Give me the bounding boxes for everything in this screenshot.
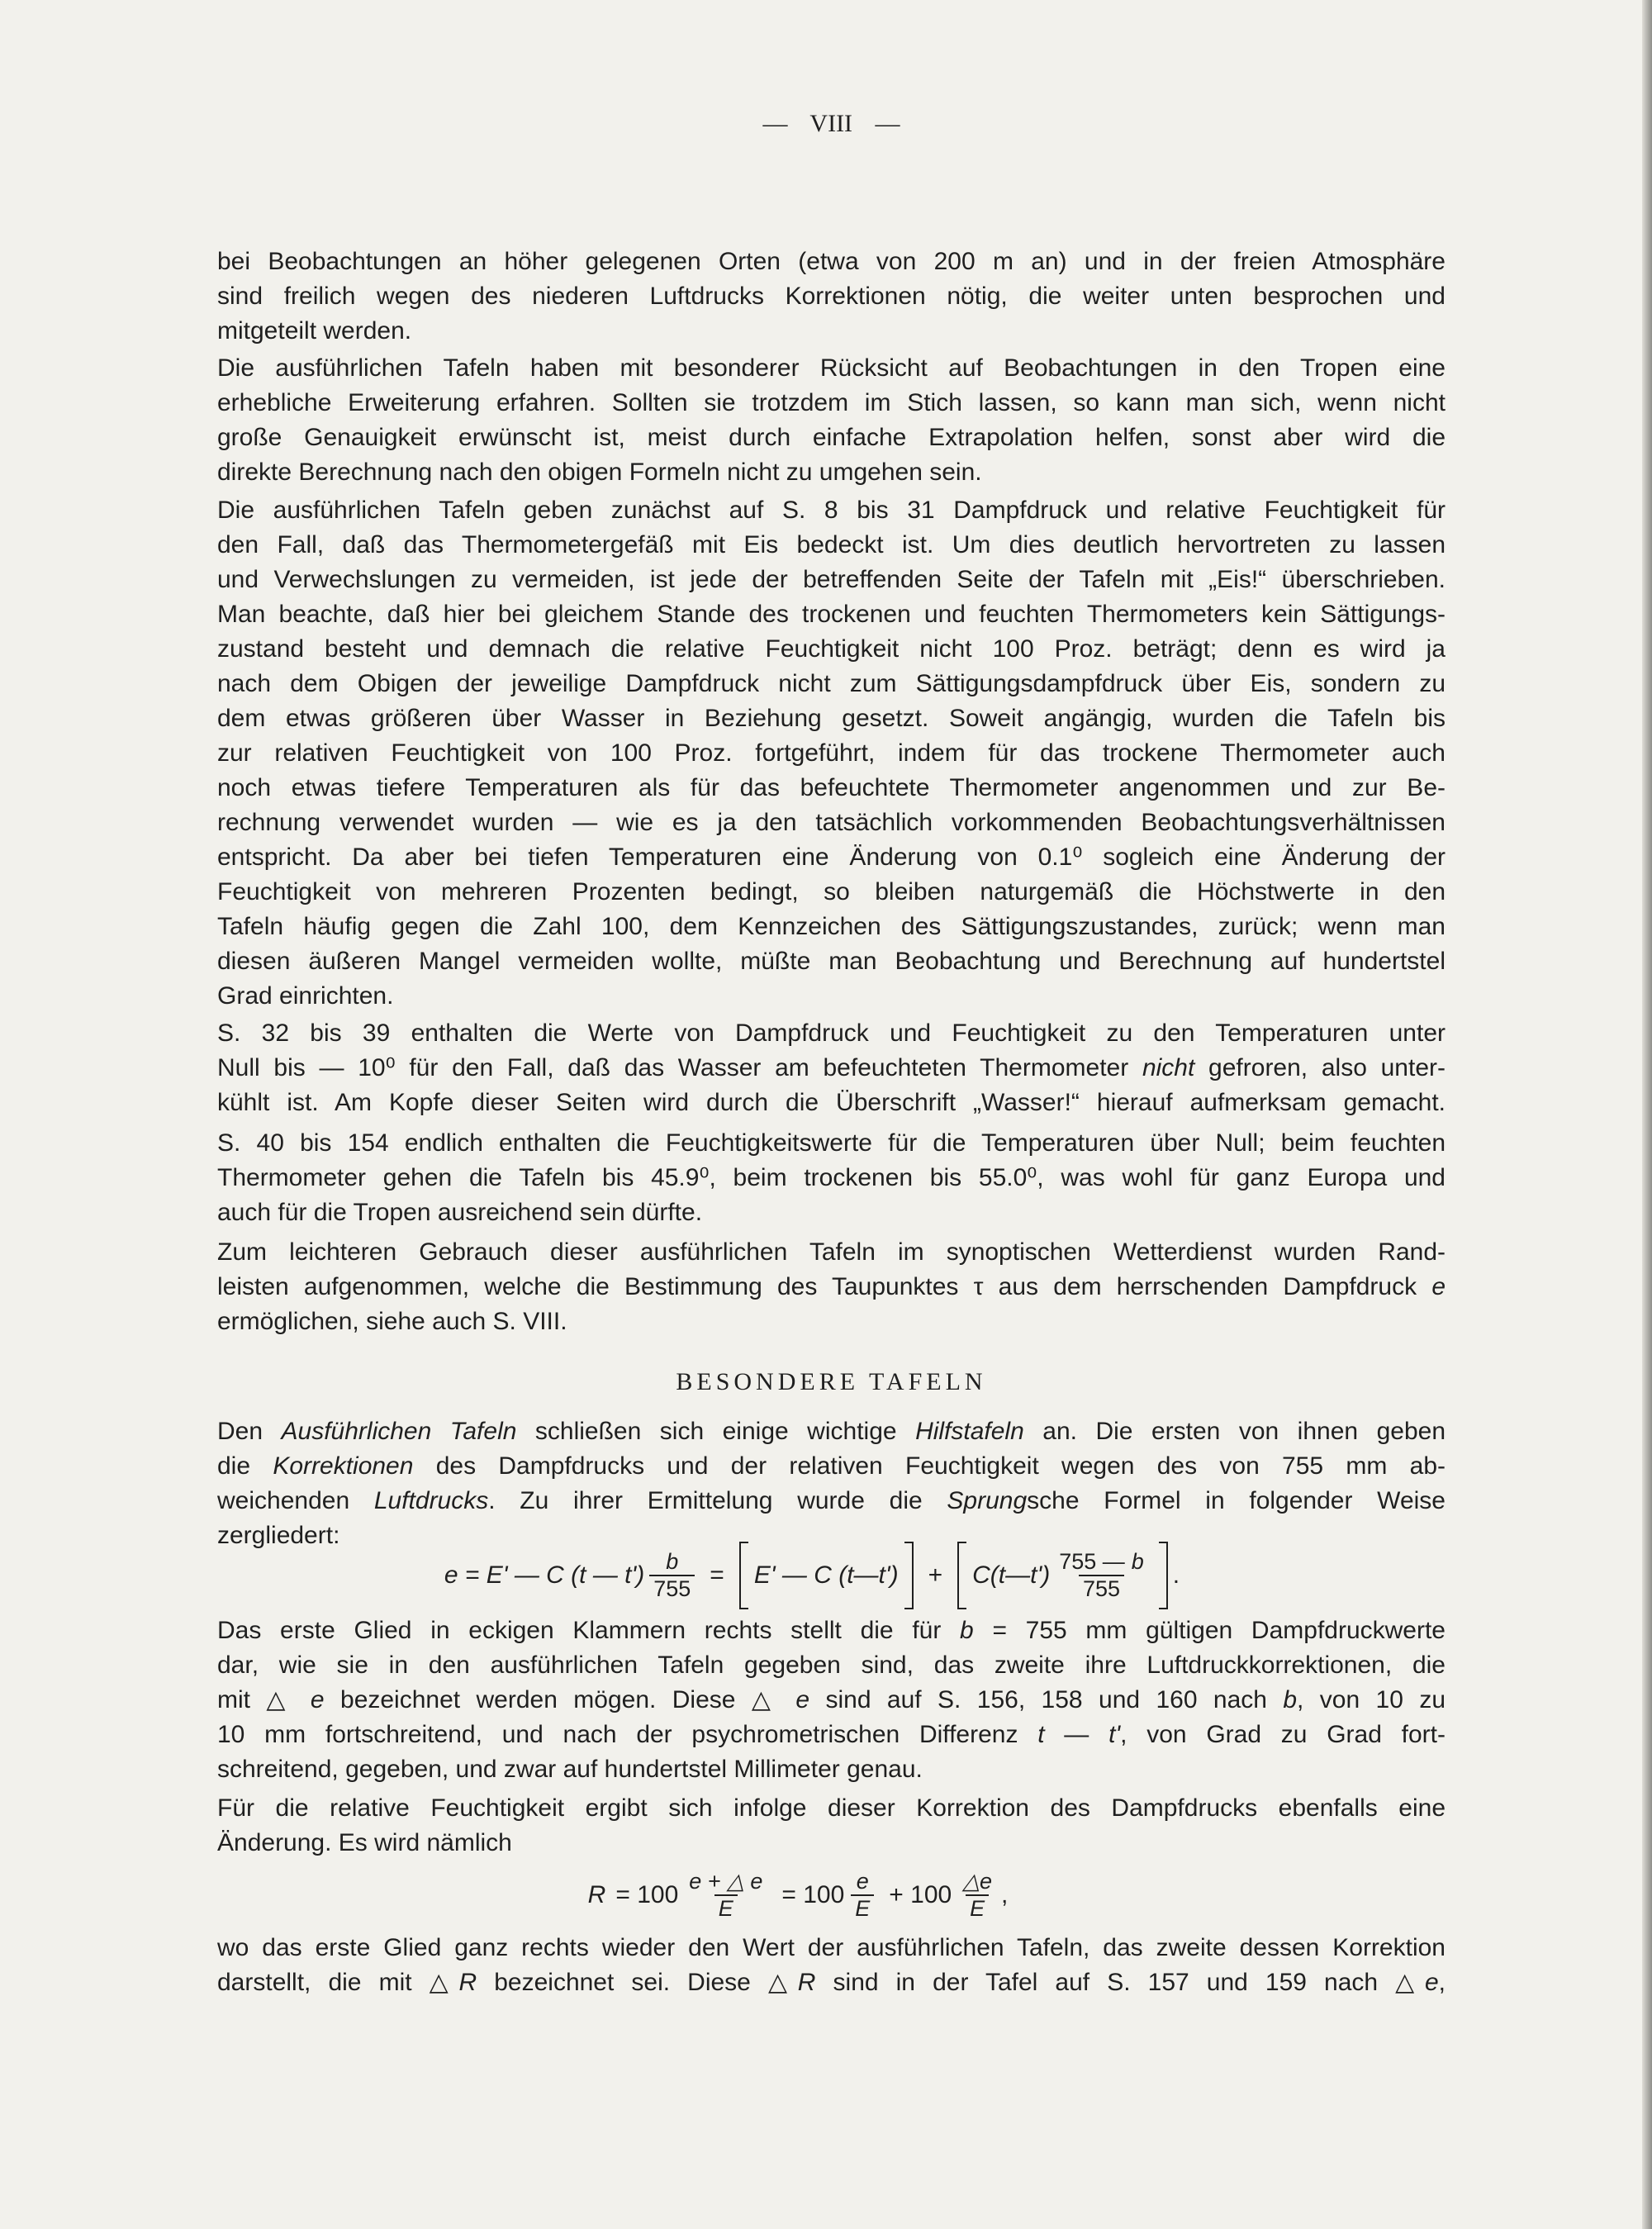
text-segment: mit △	[217, 1686, 311, 1713]
text-line: mitgeteilt werden.	[217, 317, 412, 345]
fraction-numerator	[1055, 1549, 1148, 1575]
text-line	[217, 1414, 1446, 1449]
text-line: noch etwas tiefere Temperaturen als für das befeuchtete Thermometer angenommen und zur Be-	[217, 774, 1446, 801]
fraction	[958, 1869, 996, 1922]
text-line: dar, wie sie in den ausführlichen Tafeln gegeben sind, das zweite ihre Luftdruckkorrektionen, die	[217, 1652, 1446, 1679]
italic-term: Hilfstafeln	[915, 1418, 1024, 1445]
paragraph	[217, 351, 1446, 490]
text-line: zustand besteht und demnach die relative Feuchtigkeit nicht 100 Proz. beträgt; denn es wird ja	[217, 635, 1446, 663]
text-line: rechnung verwendet wurden — wie es ja den tatsächlich vorkommenden Beobachtungsverhältnissen	[217, 809, 1446, 836]
text-line: dem etwas größeren über Wasser in Beziehung gesetzt. Soweit angängig, wurden die Tafeln bis	[217, 705, 1446, 732]
text-segment: , von Grad zu Grad fort-	[1120, 1721, 1446, 1748]
italic-term: nicht	[1142, 1054, 1195, 1081]
text-segment: bezeichnet werden mögen. Diese △	[324, 1686, 796, 1713]
fraction	[851, 1869, 874, 1922]
formula-term: E' — C (t—t')	[753, 1561, 899, 1589]
equals-term: = 100	[781, 1881, 845, 1908]
formula-sprung-decomposition	[217, 1538, 1407, 1613]
paragraph	[217, 1414, 1446, 1553]
text-segment: Den	[217, 1418, 282, 1445]
paragraph	[217, 493, 1446, 1014]
fraction-denominator: E	[966, 1894, 989, 1922]
text-line: Zum leichteren Gebrauch dieser ausführlichen Tafeln im synoptischen Wetterdienst wurden Rand-	[217, 1238, 1446, 1266]
text-line: Die ausführlichen Tafeln geben zunächst auf S. 8 bis 31 Dampfdruck und relative Feuchtigkeit für	[217, 497, 1446, 524]
fraction-denominator: 755	[649, 1575, 695, 1602]
text-segment: , von 10 zu	[1297, 1686, 1446, 1713]
text-line: schreitend, gegeben, und zwar auf hundertstel Millimeter genau.	[217, 1756, 923, 1783]
text-segment: an. Die ersten von ihnen geben	[1023, 1418, 1446, 1445]
paragraph	[217, 1235, 1446, 1339]
italic-term: e	[310, 1686, 325, 1713]
text-line	[217, 1051, 1446, 1086]
text-line: Grad einrichten.	[217, 982, 394, 1010]
text-segment: sche Formel in folgender Weise	[1027, 1487, 1446, 1514]
text-line: große Genauigkeit erwünscht ist, meist durch einfache Extrapolation helfen, sonst aber wird die	[217, 424, 1446, 451]
text-segment: —	[1044, 1721, 1109, 1748]
text-line: auch für die Tropen ausreichend sein dürfte.	[217, 1199, 703, 1226]
text-line: diesen äußeren Mangel vermeiden wollte, müßte man Beobachtung und Berechnung auf hundertstel	[217, 948, 1446, 975]
paragraph	[217, 1126, 1446, 1230]
text-line: zergliedert:	[217, 1522, 340, 1549]
fraction	[649, 1549, 695, 1602]
square-bracket-group	[957, 1542, 1168, 1609]
italic-term: Korrektionen	[273, 1452, 414, 1480]
text-segment: = 755 mm gültigen Dampfdruckwerte	[973, 1617, 1446, 1644]
italic-term: R	[797, 1969, 816, 1996]
equals-term: = 100	[615, 1881, 679, 1908]
italic-term: Sprung	[947, 1487, 1028, 1514]
text-segment: weichenden	[217, 1487, 374, 1514]
fraction	[1055, 1549, 1148, 1602]
text-segment: gefroren, also unter-	[1194, 1054, 1446, 1081]
text-segment: bezeichnet sei. Diese △	[477, 1969, 798, 1996]
text-segment: ,	[1438, 1969, 1446, 1996]
text-segment: Null bis — 10⁰ für den Fall, daß das Wasser am befeuchteten Thermometer	[217, 1054, 1142, 1081]
text-line: erhebliche Erweiterung erfahren. Sollten sie trotzdem im Stich lassen, so kann man sich, wenn nicht	[217, 389, 1446, 416]
text-line: ermöglichen, siehe auch S. VIII.	[217, 1308, 567, 1335]
fraction-denominator: E	[851, 1894, 874, 1922]
text-line: sind freilich wegen des niederen Luftdrucks Korrektionen nötig, die weiter unten besprochen und	[217, 283, 1446, 310]
text-line: Thermometer gehen die Tafeln bis 45.9⁰, beim trockenen bis 55.0⁰, was wohl für ganz Europa und	[217, 1164, 1446, 1191]
equals-sign: =	[710, 1561, 724, 1589]
text-segment: . Zu ihrer Ermittelung wurde die	[488, 1487, 947, 1514]
formula-term: e = E' — C (t — t')	[444, 1561, 645, 1589]
text-segment: des Dampfdrucks und der relativen Feuchtigkeit wegen des von 755 mm ab-	[413, 1452, 1446, 1480]
square-bracket-group	[739, 1542, 914, 1609]
paragraph	[217, 1016, 1446, 1120]
formula-period: .	[1172, 1561, 1180, 1589]
italic-term: e	[795, 1686, 810, 1713]
text-line: wo das erste Glied ganz rechts wieder den Wert der ausführlichen Tafeln, das zweite dessen Korrektion	[217, 1934, 1446, 1961]
paragraph	[217, 1791, 1446, 1861]
text-segment: Das erste Glied in eckigen Klammern rechts stellt die für	[217, 1617, 961, 1644]
italic-term: R	[458, 1969, 477, 1996]
plus-sign: +	[928, 1561, 943, 1589]
italic-term: t	[1037, 1721, 1045, 1748]
page-number: — VIII —	[762, 110, 900, 137]
text-line: nach dem Obigen der jeweilige Dampfdruck nicht zum Sättigungsdampfdruck über Eis, sondern zu	[217, 670, 1446, 697]
fraction-numerator: e	[856, 1869, 869, 1894]
numerator-part: 755 —	[1059, 1549, 1125, 1574]
text-line: S. 40 bis 154 endlich enthalten die Feuchtigkeitswerte für die Temperaturen über Null; beim feuchten	[217, 1129, 1446, 1157]
italic-term: t'	[1108, 1721, 1121, 1748]
text-line: Man beachte, daß hier bei gleichem Stande des trockenen und feuchten Thermometers kein Sättigungs-	[217, 601, 1446, 628]
italic-term: Luftdrucks	[373, 1487, 489, 1514]
fraction-numerator: △e	[962, 1869, 992, 1894]
formula-term: C(t—t')	[972, 1561, 1051, 1589]
text-line: entspricht. Da aber bei tiefen Temperaturen eine Änderung von 0.1⁰ sogleich eine Änderung der	[217, 844, 1446, 871]
fraction-numerator: e + △ e	[689, 1869, 763, 1894]
italic-term: b	[1283, 1686, 1298, 1713]
paragraph	[217, 245, 1446, 349]
text-line	[217, 1718, 1446, 1752]
section-heading: BESONDERE TAFELN	[676, 1368, 987, 1395]
numerator-variable: b	[1131, 1549, 1144, 1574]
text-line: S. 32 bis 39 enthalten die Werte von Dampfdruck und Feuchtigkeit zu den Temperaturen unter	[217, 1019, 1446, 1047]
fraction-numerator: b	[666, 1549, 679, 1574]
text-line: und Verwechslungen zu vermeiden, ist jede der betreffenden Seite der Tafeln mit „Eis!“ überschrieben.	[217, 566, 1446, 593]
formula-comma: ,	[1000, 1881, 1009, 1908]
text-line: Für die relative Feuchtigkeit ergibt sich infolge dieser Korrektion des Dampfdrucks ebenfalls eine	[217, 1794, 1446, 1822]
text-line	[217, 1270, 1446, 1305]
text-line: kühlt ist. Am Kopfe dieser Seiten wird durch die Überschrift „Wasser!“ hierauf aufmerksam gemacht.	[217, 1089, 1446, 1116]
text-line	[217, 1965, 1446, 2000]
text-segment: leisten aufgenommen, welche die Bestimmung des Taupunktes τ aus dem herrschenden Dampfdruck	[217, 1273, 1432, 1300]
text-line: Feuchtigkeit von mehreren Prozenten bedingt, so bleiben naturgemäß die Höchstwerte in den	[217, 878, 1446, 905]
formula-variable: R	[587, 1881, 606, 1908]
fraction-denominator: E	[714, 1894, 738, 1922]
fraction-denominator: 755	[1079, 1575, 1124, 1602]
paragraph	[217, 1614, 1446, 1787]
text-line: zur relativen Feuchtigkeit von 100 Proz. fortgeführt, indem für das trockene Thermometer auch	[217, 739, 1446, 767]
fraction	[685, 1869, 767, 1922]
paragraph	[217, 1931, 1446, 2000]
text-segment: sind in der Tafel auf S. 157 und 159 nach △	[815, 1969, 1425, 1996]
text-line: Änderung. Es wird nämlich	[217, 1829, 512, 1856]
text-line	[217, 1683, 1446, 1718]
italic-term: Ausführlichen Tafeln	[281, 1418, 517, 1445]
text-line: bei Beobachtungen an höher gelegenen Orten (etwa von 200 m an) und in der freien Atmosphäre	[217, 248, 1446, 275]
text-segment: sind auf S. 156, 158 und 160 nach	[809, 1686, 1284, 1713]
italic-term: e	[1431, 1273, 1446, 1300]
text-line: Tafeln häufig gegen die Zahl 100, dem Kennzeichen des Sättigungszustandes, zurück; wenn man	[217, 913, 1446, 940]
text-line	[217, 1614, 1446, 1648]
text-line: Die ausführlichen Tafeln haben mit besonderer Rücksicht auf Beobachtungen in den Tropen eine	[217, 354, 1446, 382]
text-line: direkte Berechnung nach den obigen Formeln nicht zu umgehen sein.	[217, 459, 982, 486]
text-segment: schließen sich einige wichtige	[516, 1418, 916, 1445]
text-segment: die	[217, 1452, 273, 1480]
text-segment: darstellt, die mit △	[217, 1969, 459, 1996]
text-line	[217, 1449, 1446, 1484]
italic-term: e	[1424, 1969, 1439, 1996]
text-line	[217, 1484, 1446, 1518]
text-segment: 10 mm fortschreitend, und nach der psychrometrischen Differenz	[217, 1721, 1038, 1748]
text-line: den Fall, daß das Thermometergefäß mit Eis bedeckt ist. Um dies deutlich hervortreten zu lassen	[217, 531, 1446, 558]
italic-term: b	[960, 1617, 974, 1644]
formula-relative-humidity	[217, 1858, 1379, 1932]
plus-term: + 100	[889, 1881, 952, 1908]
scan-edge-shadow	[1642, 0, 1652, 2229]
